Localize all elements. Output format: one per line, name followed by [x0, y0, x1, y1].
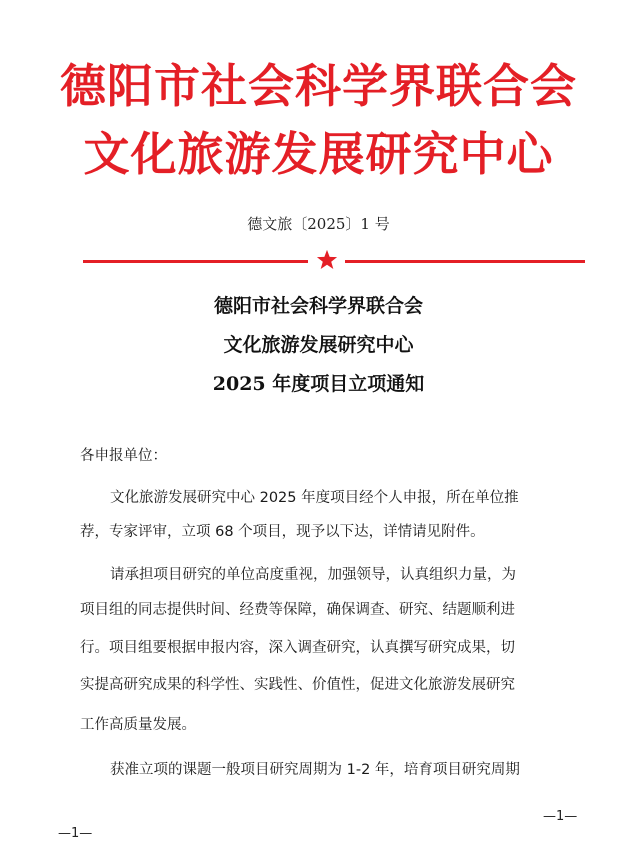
notice-title-line-1: 德阳市社会科学界联合会	[213, 295, 423, 317]
document-number: 德文旅〔2025〕1 号	[247, 215, 390, 233]
notice-title-line-2: 文化旅游发展研究中心	[223, 334, 414, 356]
paragraph-line: 行。项目组要根据申报内容，深入调查研究，认真撰写研究成果，切	[80, 640, 515, 656]
notice-title-line-3: 2025 年度项目立项通知	[212, 373, 425, 395]
red-rule-right	[345, 260, 585, 263]
paragraph-line: 实提高研究成果的科学性、实践性、价值性，促进文化旅游发展研究	[80, 677, 515, 693]
paragraph-line: 获准立项的课题一般项目研究周期为 1-2 年，培育项目研究周期	[110, 762, 520, 778]
masthead-line-1: 德阳市社会科学界联合会	[60, 59, 577, 113]
salutation: 各申报单位：	[80, 448, 167, 464]
paragraph-line: 项目组的同志提供时间、经费等保障，确保调查、研究、结题顺利进	[80, 602, 515, 618]
page-number: —1—	[543, 809, 578, 824]
paragraph-line: 荐，专家评审，立项 68 个项目，现予以下达，详情请见附件。	[80, 524, 485, 540]
red-rule-left	[83, 260, 308, 263]
page-number: —1—	[58, 826, 93, 841]
paragraph-line: 文化旅游发展研究中心 2025 年度项目经个人申报，所在单位推	[110, 490, 519, 506]
paragraph-line: 请承担项目研究的单位高度重视，加强领导，认真组织力量，为	[110, 567, 516, 583]
masthead-line-2: 文化旅游发展研究中心	[83, 127, 554, 181]
paragraph-line: 工作高质量发展。	[80, 717, 196, 733]
star-icon	[316, 249, 338, 271]
